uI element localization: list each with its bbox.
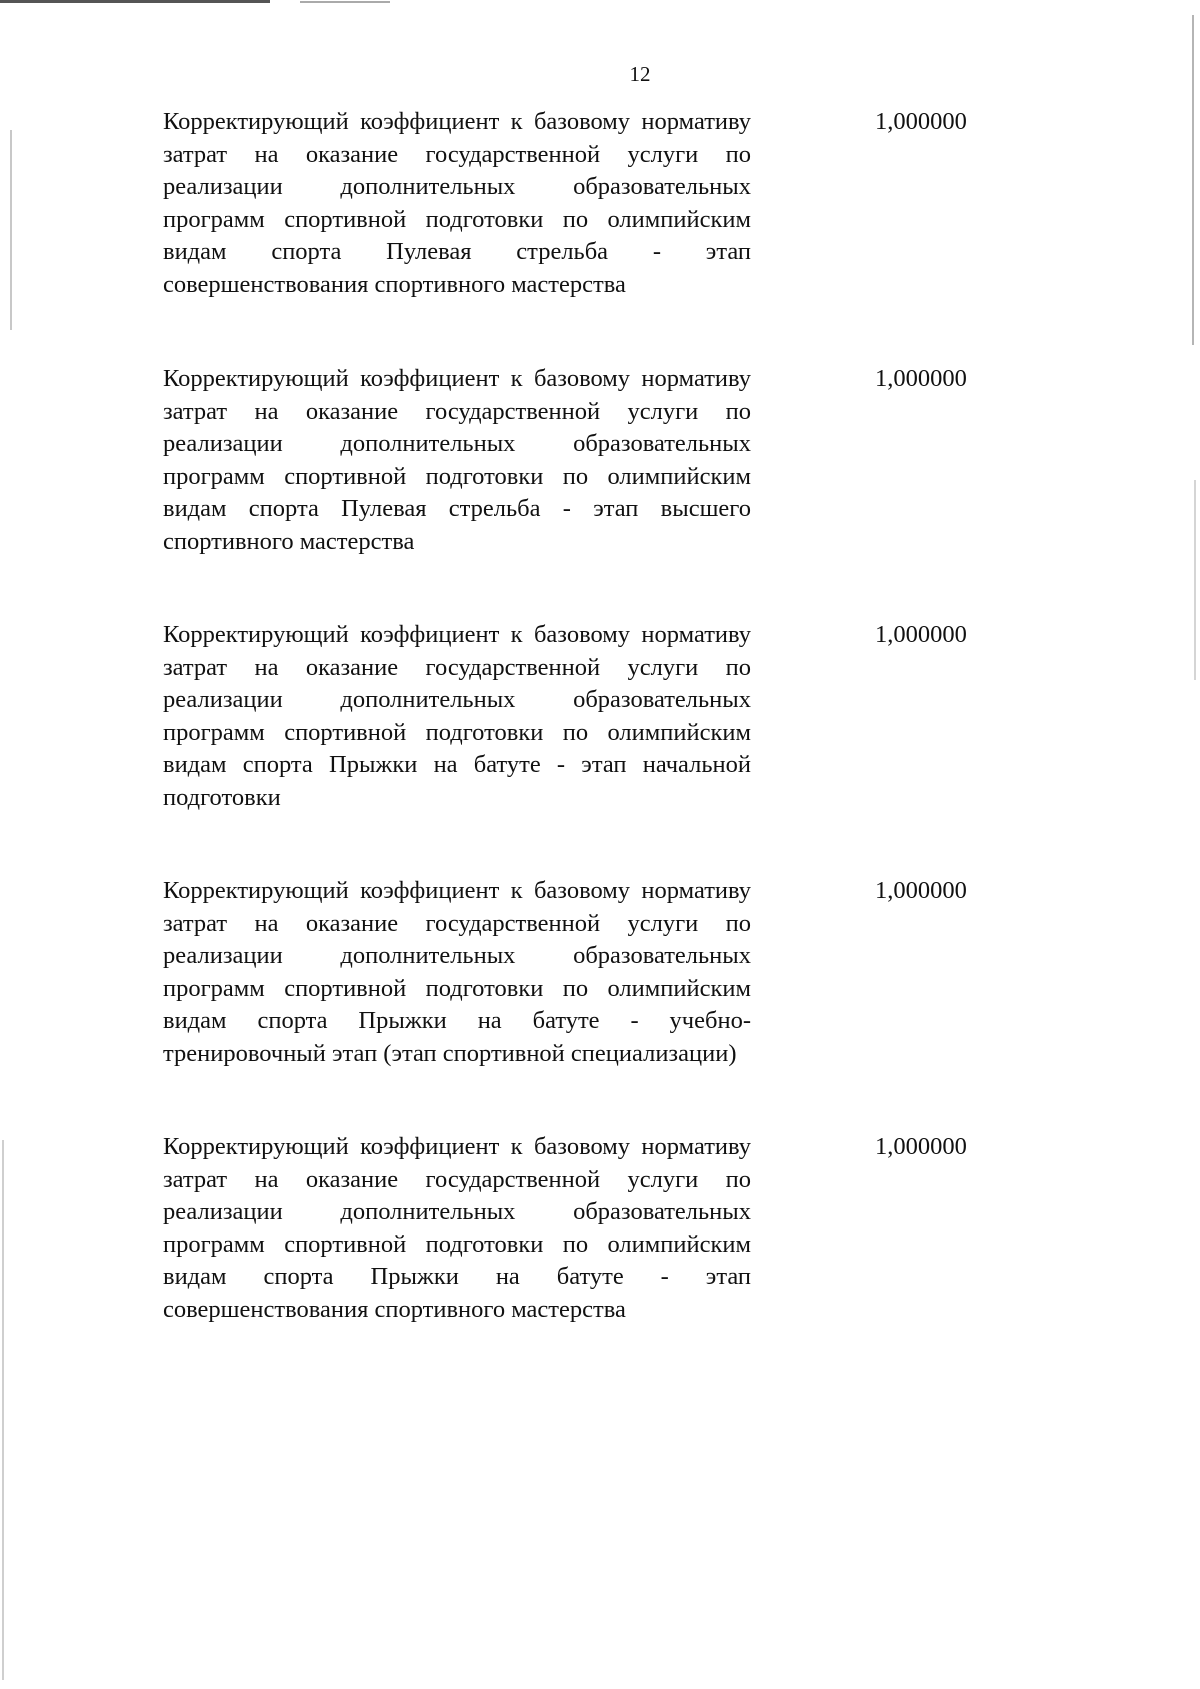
scan-artifact-right-edge-lower bbox=[1194, 480, 1196, 680]
entry-description: Корректирующий коэффициент к базовому нормативу затрат на оказание государственной услуги по реализации дополнительных образовательных программ спортивной подготовки по олимпийским видам спорта Пулевая стрельба - этап совершенствования спортивного мастерства bbox=[163, 108, 751, 298]
page-number: 12 bbox=[629, 62, 651, 86]
scan-artifact-top bbox=[0, 0, 270, 3]
entry-description: Корректирующий коэффициент к базовому нормативу затрат на оказание государственной услуги по реализации дополнительных образовательных программ спортивной подготовки по олимпийским видам спорта Прыжки на батуте - этап совершенствования спортивного мастерства bbox=[163, 1133, 751, 1323]
entry-value: 1,000000 bbox=[875, 1133, 967, 1160]
scan-artifact-top-short bbox=[300, 1, 390, 3]
entry-description: Корректирующий коэффициент к базовому нормативу затрат на оказание государственной услуги по реализации дополнительных образовательных программ спортивной подготовки по олимпийским видам спорта Прыжки на батуте - этап начальной подготовки bbox=[163, 621, 751, 811]
scan-artifact-left-edge-lower bbox=[2, 1140, 4, 1680]
scan-artifact-left-edge bbox=[10, 130, 12, 330]
coefficient-entry-4 bbox=[163, 875, 1163, 1070]
entry-value: 1,000000 bbox=[875, 365, 967, 392]
coefficient-entry-2 bbox=[163, 363, 1163, 558]
entry-description: Корректирующий коэффициент к базовому нормативу затрат на оказание государственной услуги по реализации дополнительных образовательных программ спортивной подготовки по олимпийским видам спорта Пулевая стрельба - этап высшего спортивного мастерства bbox=[163, 365, 751, 555]
entry-value: 1,000000 bbox=[875, 108, 967, 135]
entry-description: Корректирующий коэффициент к базовому нормативу затрат на оказание государственной услуги по реализации дополнительных образовательных программ спортивной подготовки по олимпийским видам спорта Прыжки на батуте - учебно-тренировочный этап (этап спортивной специализации) bbox=[163, 877, 751, 1067]
coefficient-entry-5 bbox=[163, 1131, 1163, 1326]
coefficient-entry-3 bbox=[163, 619, 1163, 814]
entry-value: 1,000000 bbox=[875, 621, 967, 648]
coefficient-entry-1 bbox=[163, 106, 1163, 301]
entry-value: 1,000000 bbox=[875, 877, 967, 904]
